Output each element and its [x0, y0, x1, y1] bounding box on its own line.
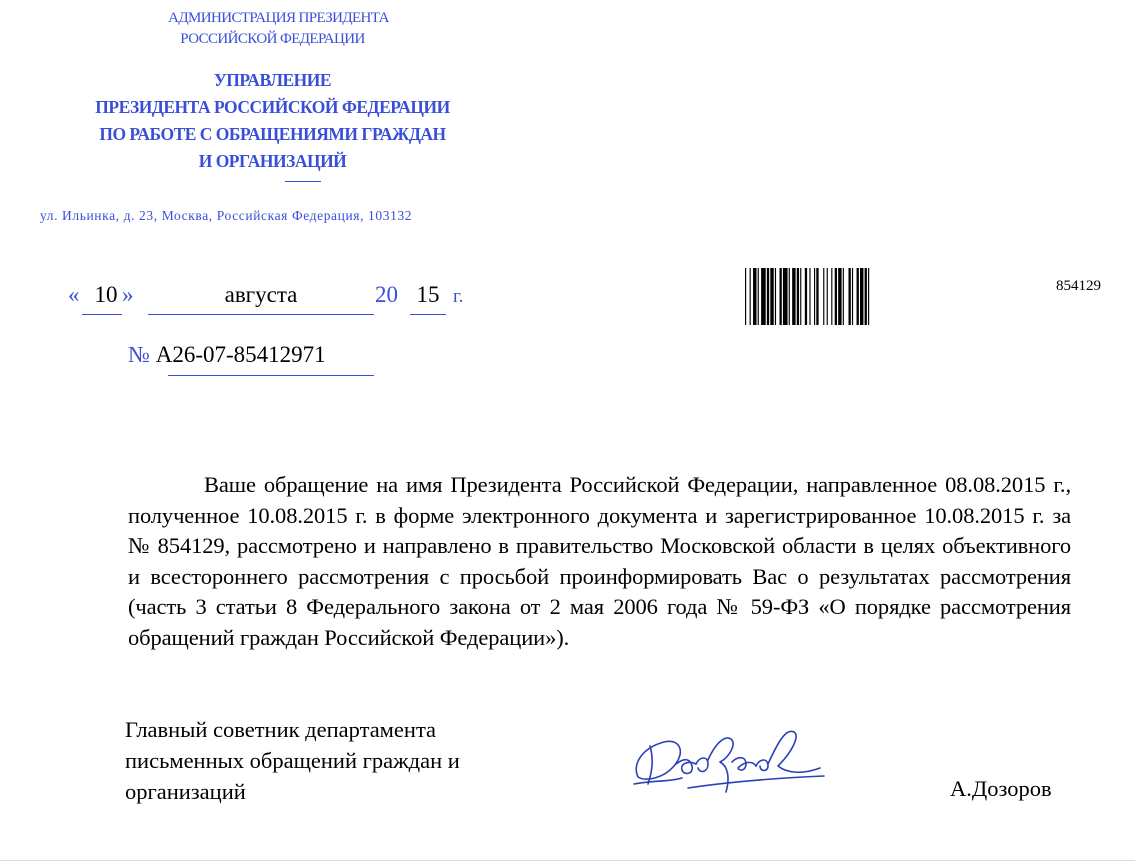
department-line-2: ПРЕЗИДЕНТА РОССИЙСКОЙ ФЕДЕРАЦИИ — [95, 97, 450, 117]
department-line-1: УПРАВЛЕНИЕ — [213, 70, 332, 90]
barcode-number: 854129 — [1056, 278, 1101, 294]
handwritten-signature — [628, 722, 828, 802]
number-underline — [168, 375, 374, 376]
date-month-underline — [148, 314, 374, 315]
number-sign: № — [128, 342, 150, 367]
signer-name: А.Дозоров — [950, 776, 1052, 801]
date-year-prefix: 20 — [375, 282, 398, 307]
signer-title-line-1: Главный советник департамента — [125, 717, 437, 742]
department-line-3: ПО РАБОТЕ С ОБРАЩЕНИЯМИ ГРАЖДАН — [99, 124, 446, 144]
department-line-4: И ОРГАНИЗАЦИЙ — [198, 151, 347, 171]
administration-line-1: АДМИНИСТРАЦИЯ ПРЕЗИДЕНТА — [168, 10, 389, 26]
letterhead-divider — [285, 181, 321, 182]
letterhead — [30, 8, 515, 182]
signer-title-line-3: организаций — [125, 779, 246, 804]
date-close-quote: » — [122, 282, 134, 307]
signer-title — [125, 714, 545, 807]
number-value: А26-07-85412971 — [155, 342, 326, 367]
date-open-quote: « — [68, 282, 80, 307]
department-name — [30, 67, 515, 175]
address: ул. Ильинка, д. 23, Москва, Российская Федерация, 103132 — [40, 208, 413, 223]
date-month: августа — [224, 282, 298, 307]
page-bottom-edge — [0, 860, 1135, 861]
document-number — [128, 342, 326, 368]
date-year-suffix: 15 — [416, 282, 440, 307]
date-year-abbr: г. — [453, 286, 464, 307]
administration-line-2: РОССИЙСКОЙ ФЕДЕРАЦИИ — [180, 31, 365, 47]
date-day: 10 — [94, 282, 118, 307]
signer-title-line-2: письменных обращений граждан и — [125, 748, 460, 773]
body-paragraph: Ваше обращение на имя Президента Российской Федерации, направленное 08.08.2015 г., полученное 10.08.2015 г. в форме электронного документа и зарегистрированное 10.08.2015 г. за № 854129, рассмотрено и направлено в правительство Московской области в целях объективного и всестороннего рассмотрения с просьбой проинформировать Вас о результатах рассмотрения (часть 3 статьи 8 Федерального закона от 2 мая 2006 года № 59-ФЗ «О порядке рассмотрения обращений граждан Российской Федерации»). — [128, 472, 1071, 650]
date-year-underline — [410, 314, 446, 315]
date-day-underline — [82, 314, 122, 315]
barcode — [745, 268, 1035, 325]
